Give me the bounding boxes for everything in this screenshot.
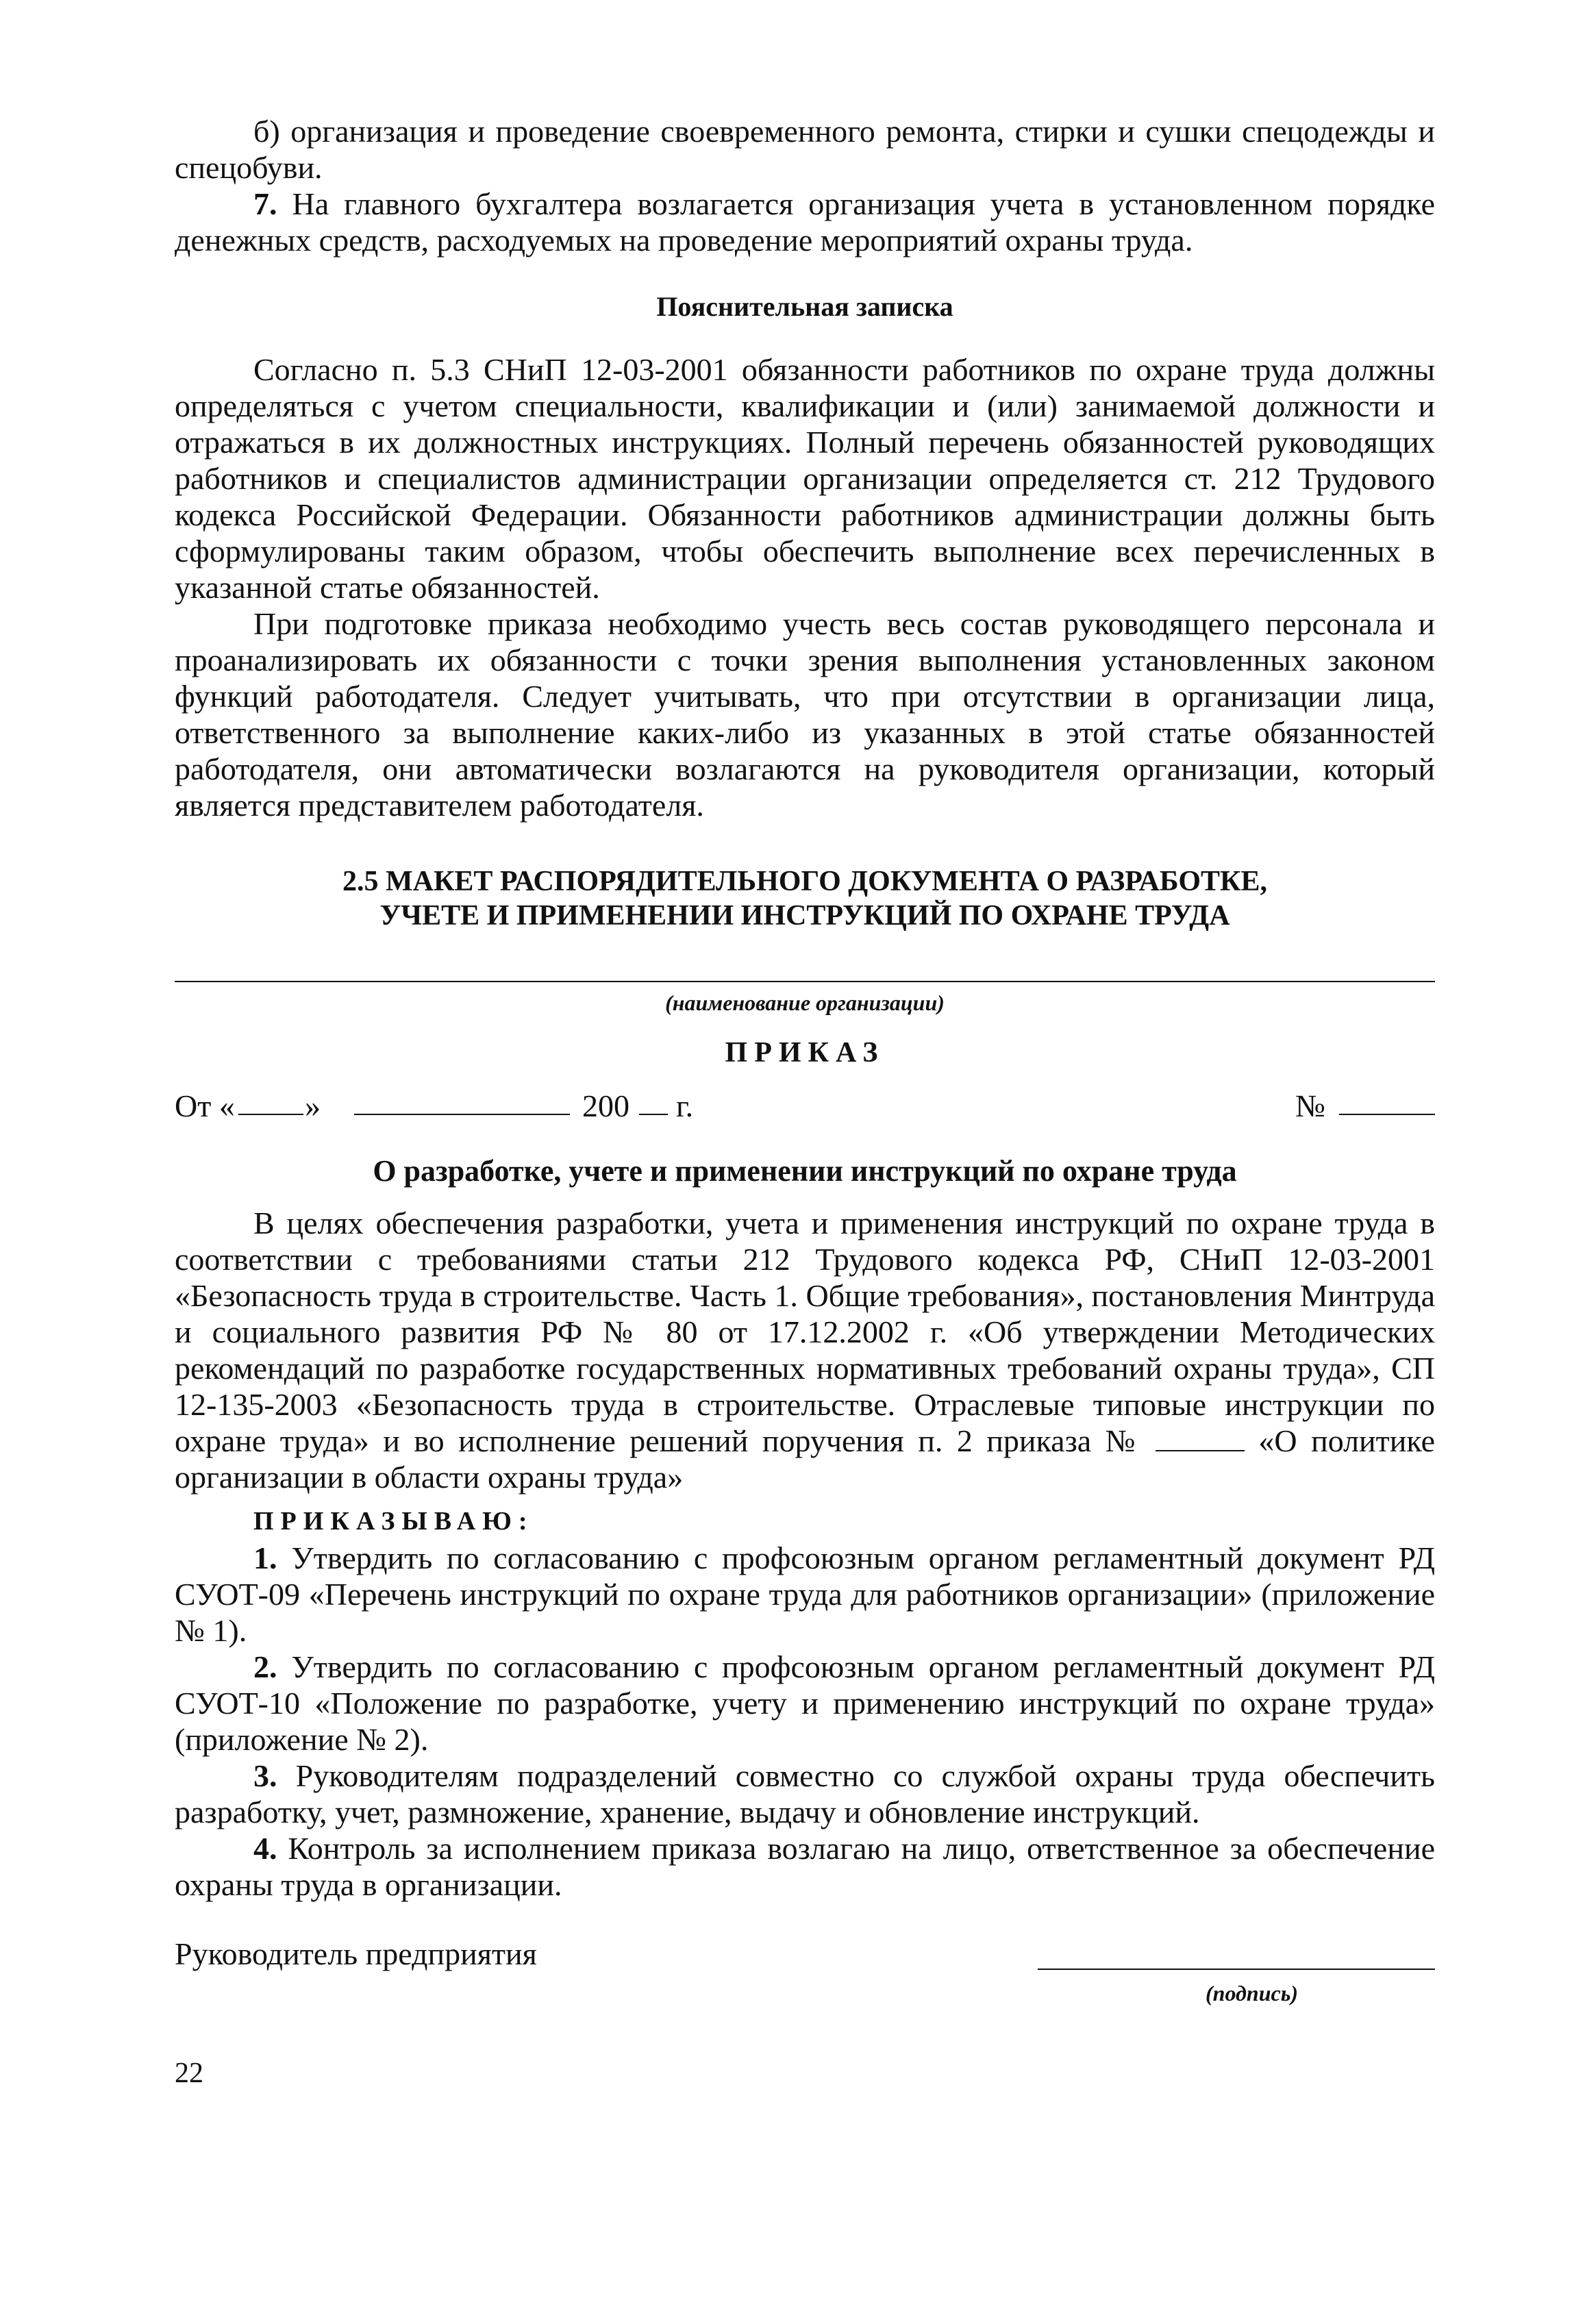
date-prefix: От « (175, 1088, 235, 1123)
signature-row (175, 1936, 1435, 2006)
order-command: ПРИКАЗЫВАЮ: (253, 1507, 534, 1536)
number-blank (1339, 1088, 1435, 1115)
paragraph-b: б) организация и проведение своевременного ремонта, стирки и сушки спецодежды и спецобуви. (175, 114, 1435, 185)
note-paragraph-2: При подготовке приказа необходимо учесть весь состав руководящего персонала и проанализировать их обязанности с точки зрения выполнения установленных законом функций работодателя. Следует учитывать, что при отсутствии в организации лица, ответственного за выполнение каких-либо из указанных в этой статье обязанностей работодателя, они автоматически возлагаются на руководителя организации, который является представителем работодателя. (175, 606, 1435, 823)
order-item-1: 1. Утвердить по согласованию с профсоюзным органом регламентный документ РД СУОТ-09 «Перечень инструкций по охране труда для работников организации» (приложение № 1). (175, 1540, 1435, 1648)
order-subject: О разработке, учете и применении инструкций по охране труда (373, 1154, 1237, 1188)
note-paragraph-1: Согласно п. 5.3 СНиП 12-03-2001 обязанности работников по охране труда должны определяться с учетом специальности, квалификации и (или) занимаемой должности и отражаться в их должностных инструкциях. Полный перечень обязанностей руководящих работников и специалистов администрации организации определяется ст. 212 Трудового кодекса Российской Федерации. Обязанности работников администрации должны быть сформулированы таким образом, чтобы обеспечить выполнение всех перечисленных в указанной статье обязанностей. (175, 352, 1435, 605)
order-title: ПРИКАЗ (725, 1037, 885, 1069)
year-prefix: 200 (582, 1088, 629, 1123)
paragraph-7: 7. На главного бухгалтера возлагается организация учета в установленном порядке денежных средств, расходуемых на проведение мероприятий охраны труда. (175, 186, 1435, 258)
number-label: № (1295, 1088, 1325, 1123)
year-blank (639, 1088, 668, 1115)
organization-caption: (наименование организации) (665, 990, 945, 1015)
organization-name-line (175, 981, 1435, 982)
date-row (175, 1088, 1435, 1125)
order-item-4: 4. Контроль за исполнением приказа возлагаю на лицо, ответственное за обеспечение охраны труда в организации. (175, 1831, 1436, 1902)
note-title: Пояснительная записка (656, 291, 953, 322)
order-intro: В целях обеспечения разработки, учета и применения инструкций по охране труда в соответствии с требованиями статьи 212 Трудового кодекса РФ, СНиП 12-03-2001 «Безопасность труда в строительстве. Часть 1. Общие требования», постановления Минтруда и социального развития РФ № 80 от 17.12.2002 г. «Об утверждении Методических рекомендаций по разработке государственных нормативных требований охраны труда», СП 12-135-2003 «Безопасность труда в строительстве. Отраслевые типовые инструкции по охране труда» и во исполнение решений поручения п. 2 приказа № «О политике организации в области охраны труда» (175, 1205, 1436, 1495)
order-number-blank (1156, 1429, 1245, 1451)
date-close: » (305, 1088, 321, 1123)
signature-caption: (подпись) (1206, 1981, 1298, 2006)
page-number: 22 (175, 2058, 203, 2089)
order-item-2: 2. Утвердить по согласованию с профсоюзным органом регламентный документ РД СУОТ-10 «Положение по разработке, учету и применению инструкций по охране труда» (приложение № 2). (175, 1649, 1435, 1757)
year-suffix: г. (676, 1088, 694, 1123)
order-item-3: 3. Руководителям подразделений совместно со службой охраны труда обеспечить разработку, учет, размножение, хранение, выдачу и обновление инструкций. (175, 1758, 1435, 1829)
document-page (175, 113, 1436, 2006)
item-number: 7. (253, 186, 277, 221)
month-blank (354, 1088, 570, 1115)
signature-line (1038, 1969, 1435, 1970)
day-blank (238, 1088, 303, 1115)
section-title: 2.5 МАКЕТ РАСПОРЯДИТЕЛЬНОГО ДОКУМЕНТА О РАЗРАБОТКЕ, УЧЕТЕ И ПРИМЕНЕНИИ ИНСТРУКЦИЙ ПО ОХРАНЕ ТРУДА (342, 866, 1268, 932)
signer-title: Руководитель предприятия (175, 1936, 537, 1971)
